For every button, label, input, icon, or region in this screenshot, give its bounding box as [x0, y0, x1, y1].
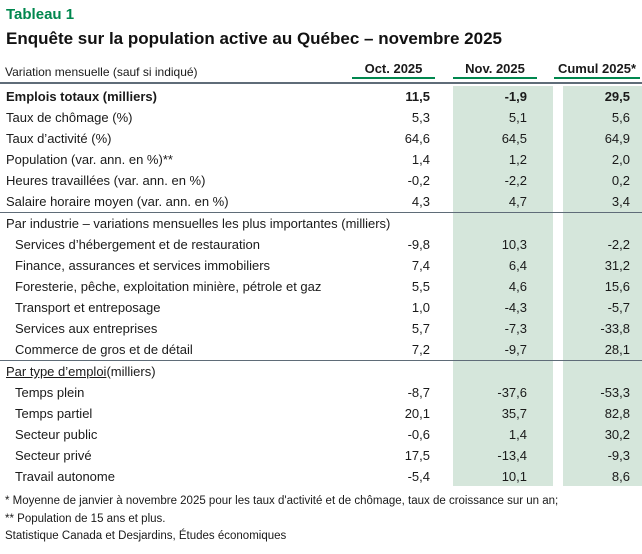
cell-cumul: 29,5	[604, 89, 630, 104]
cell-cumul: -9,3	[607, 448, 630, 463]
table-row	[0, 403, 642, 424]
table-row	[0, 86, 642, 107]
table-row	[0, 170, 642, 191]
column-header-oct: Oct. 2025	[352, 61, 435, 79]
cell-cumul: 15,6	[604, 279, 630, 294]
cell-oct: -8,7	[407, 385, 430, 400]
table-row	[0, 466, 642, 487]
cell-oct: 64,6	[404, 131, 430, 146]
row-label: Temps partiel	[15, 406, 93, 421]
table-row	[0, 445, 642, 466]
cell-cumul: 2,0	[611, 152, 630, 167]
table-row	[0, 424, 642, 445]
table-row	[0, 128, 642, 149]
cell-nov: -7,3	[504, 321, 527, 336]
cell-oct: 5,5	[411, 279, 430, 294]
cell-oct: 7,2	[411, 342, 430, 357]
cell-cumul: 31,2	[604, 258, 630, 273]
cell-cumul: 8,6	[611, 469, 630, 484]
row-label: Salaire horaire moyen (var. ann. en %)	[6, 194, 229, 209]
cell-cumul: 0,2	[611, 173, 630, 188]
table-row	[0, 234, 642, 255]
footnote-1: * Moyenne de janvier à novembre 2025 pour les taux d'activité et de chômage, taux de croissance sur un an;	[5, 495, 559, 507]
cell-oct: -5,4	[407, 469, 430, 484]
cell-oct: 7,4	[411, 258, 430, 273]
cell-cumul: 28,1	[604, 342, 630, 357]
section-header	[0, 213, 642, 234]
row-label: Travail autonome	[15, 469, 115, 484]
section-header-label: Par industrie – variations mensuelles les plus importantes (milliers)	[6, 216, 391, 231]
cell-oct: -9,8	[407, 237, 430, 252]
cell-cumul: 3,4	[611, 194, 630, 209]
table-row	[0, 191, 642, 212]
table-section	[0, 212, 642, 360]
row-label: Taux de chômage (%)	[6, 110, 133, 125]
cell-nov: -4,3	[504, 300, 527, 315]
row-label: Emplois totaux (milliers)	[6, 89, 157, 104]
cell-nov: 4,7	[508, 194, 527, 209]
row-label: Services d’hébergement et de restauration	[15, 237, 260, 252]
cell-nov: 1,2	[508, 152, 527, 167]
source-line: Statistique Canada et Desjardins, Études économiques	[5, 530, 287, 542]
table-row	[0, 318, 642, 339]
row-label: Temps plein	[15, 385, 85, 400]
row-label: Finance, assurances et services immobiliers	[15, 258, 271, 273]
cell-nov: -1,9	[504, 89, 527, 104]
cell-oct: -0,2	[407, 173, 430, 188]
cell-nov: 6,4	[508, 258, 527, 273]
cell-nov: -37,6	[497, 385, 527, 400]
cell-nov: 4,6	[508, 279, 527, 294]
cell-oct: 11,5	[405, 89, 430, 104]
cell-nov: 10,3	[501, 237, 527, 252]
cell-cumul: 64,9	[604, 131, 630, 146]
cell-cumul: 30,2	[604, 427, 630, 442]
row-label: Services aux entreprises	[15, 321, 158, 336]
table-row	[0, 276, 642, 297]
table-row	[0, 297, 642, 318]
cell-oct: 5,3	[411, 110, 430, 125]
cell-oct: 1,0	[411, 300, 430, 315]
row-label: Taux d’activité (%)	[6, 131, 112, 146]
row-label: Population (var. ann. en %)**	[6, 152, 173, 167]
section-header-label: Par type d’emploi	[6, 364, 107, 379]
cell-nov: 35,7	[501, 406, 527, 421]
column-header-row	[0, 58, 642, 84]
cell-oct: 17,5	[404, 448, 430, 463]
row-label: Transport et entreposage	[15, 300, 161, 315]
cell-cumul: -33,8	[600, 321, 630, 336]
table-section	[0, 86, 642, 212]
row-label: Secteur public	[15, 427, 98, 442]
cell-cumul: -5,7	[607, 300, 630, 315]
cell-cumul: 5,6	[611, 110, 630, 125]
table-row	[0, 339, 642, 360]
cell-nov: -9,7	[504, 342, 527, 357]
row-label: Secteur privé	[15, 448, 92, 463]
cell-oct: -0,6	[407, 427, 430, 442]
cell-cumul: 82,8	[604, 406, 630, 421]
table-body	[0, 86, 642, 487]
cell-oct: 1,4	[411, 152, 430, 167]
row-label: Heures travaillées (var. ann. en %)	[6, 173, 206, 188]
row-label: Foresterie, pêche, exploitation minière, pétrole et gaz	[15, 279, 322, 294]
table-row	[0, 107, 642, 128]
table-number-label: Tableau 1	[6, 6, 75, 23]
cell-oct: 5,7	[411, 321, 430, 336]
cell-nov: 64,5	[501, 131, 527, 146]
row-header-label: Variation mensuelle (sauf si indiqué)	[5, 65, 198, 79]
column-header-nov: Nov. 2025	[453, 61, 537, 79]
cell-oct: 4,3	[411, 194, 430, 209]
section-header	[0, 361, 642, 382]
table-row	[0, 382, 642, 403]
cell-nov: 5,1	[508, 110, 527, 125]
row-label: Commerce de gros et de détail	[15, 342, 193, 357]
cell-nov: -13,4	[497, 448, 527, 463]
cell-oct: 20,1	[404, 406, 430, 421]
footnote-2: ** Population de 15 ans et plus.	[5, 512, 166, 525]
section-header-suffix: (milliers)	[106, 364, 156, 379]
cell-cumul: -2,2	[607, 237, 630, 252]
table-section	[0, 360, 642, 487]
cell-nov: 1,4	[508, 427, 527, 442]
table-row	[0, 255, 642, 276]
footnotes	[5, 493, 639, 546]
column-header-cumul: Cumul 2025*	[554, 61, 640, 79]
cell-cumul: -53,3	[600, 385, 630, 400]
cell-nov: -2,2	[504, 173, 527, 188]
page-title: Enquête sur la population active au Québec – novembre 2025	[6, 29, 502, 48]
table-row	[0, 149, 642, 170]
cell-nov: 10,1	[501, 469, 527, 484]
